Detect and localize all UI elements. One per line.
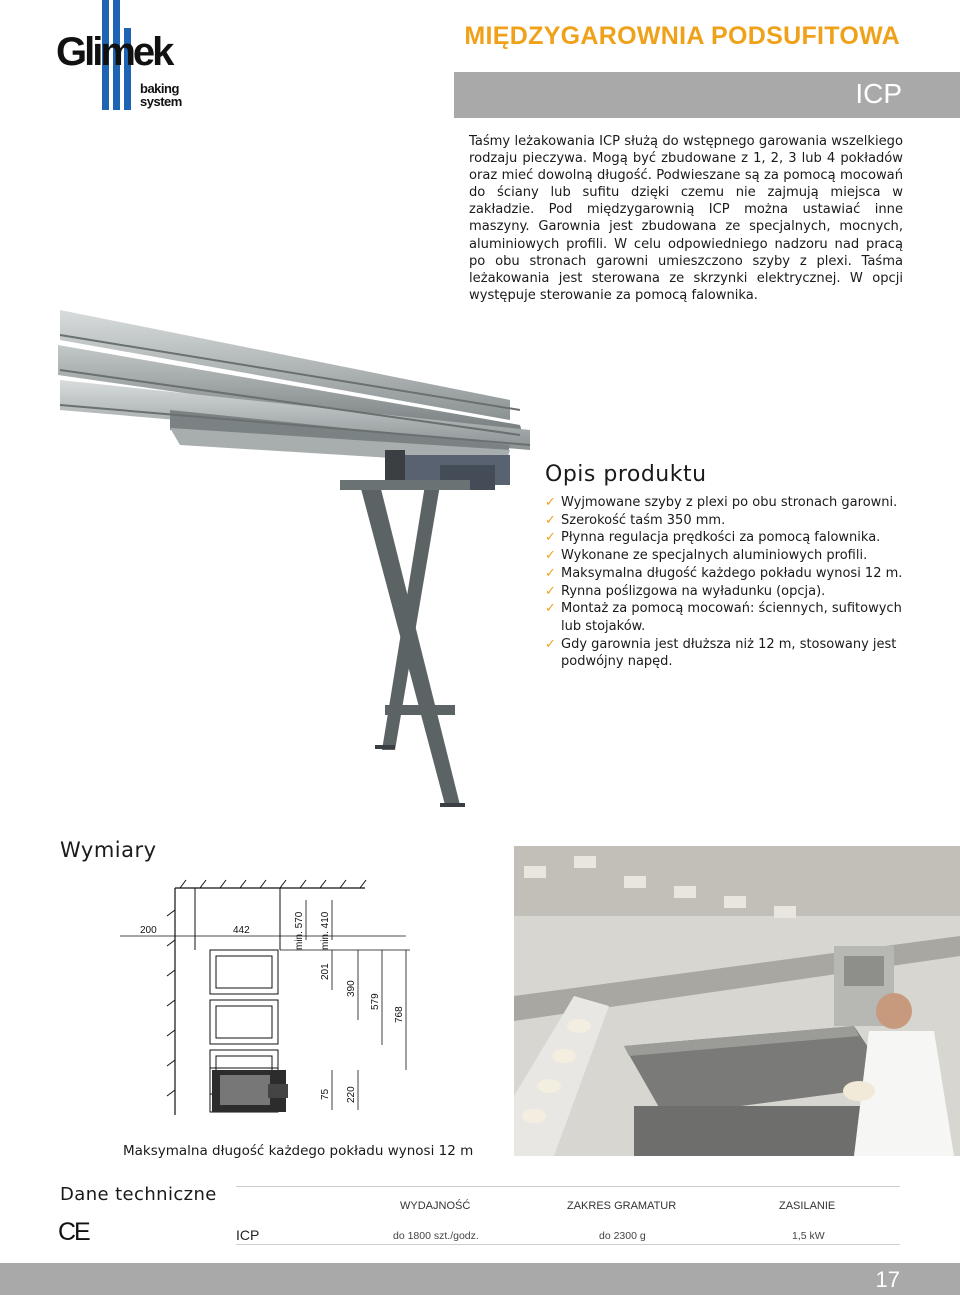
- list-item-text: Wykonane ze specjalnych aluminiowych profili.: [561, 548, 868, 564]
- dim-min-570: min. 570: [294, 911, 305, 950]
- list-item: [545, 600, 925, 635]
- tech-cell-capacity: do 1800 szt./godz.: [393, 1230, 479, 1242]
- column-header-capacity: WYDAJNOŚĆ: [400, 1200, 471, 1212]
- check-icon: ✓: [545, 512, 556, 528]
- intro-paragraph: Taśmy leżakowania ICP służą do wstępnego garowania wszelkiego rodzaju pieczywa. Mogą być zbudowane z 1, 2, 3 lub 4 pokładów oraz mieć dowolną długość. Podwieszane są za pomocą mocowań do ściany lub sufitu dzięki czemu nie zajmują miejsca w zakładzie. Pod międzygarownią ICP można ustawiać inne maszyny. Garownia jest zbudowana ze specjalnych, mocnych, aluminiowych profili. W celu odpowiedniego nadzoru nad pracą po obu stronach garowni umieszczono szyby z plexi. Taśma leżakowania jest sterowana ze skrzynki elektrycznej. W opcji występuje sterowanie za pomocą falownika.: [469, 134, 903, 303]
- dimensions-title: Wymiary: [60, 838, 157, 862]
- dim-min-410: min. 410: [320, 911, 331, 950]
- page-title: MIĘDZYGAROWNIA PODSUFITOWA: [464, 22, 900, 50]
- brand-logo: [56, 0, 206, 112]
- list-item-text: Montaż za pomocą mocowań: ściennych, sufitowych lub stojaków.: [561, 601, 902, 634]
- tech-row-model: ICP: [236, 1227, 260, 1243]
- check-icon: ✓: [545, 495, 556, 510]
- footer-bar: [0, 1263, 960, 1295]
- list-item: [545, 565, 925, 583]
- list-item: [545, 636, 925, 671]
- check-icon: ✓: [545, 583, 556, 599]
- dim-768: 768: [394, 1006, 405, 1023]
- dim-390: 390: [346, 980, 357, 997]
- check-icon: ✓: [545, 565, 556, 581]
- column-header-weight-range: ZAKRES GRAMATUR: [567, 1200, 677, 1212]
- list-item-text: Rynna poślizgowa na wyładunku (opcja).: [561, 583, 826, 599]
- dim-220: 220: [346, 1086, 357, 1103]
- list-item: [545, 494, 925, 512]
- dimensions-caption: Maksymalna długość każdego pokładu wynosi 12 m: [123, 1143, 474, 1159]
- dim-442: 442: [233, 925, 250, 936]
- ce-mark: CE: [58, 1218, 89, 1246]
- dim-579: 579: [370, 993, 381, 1010]
- list-item-text: Maksymalna długość każdego pokładu wynosi 12 m.: [561, 565, 903, 581]
- divider: [236, 1244, 900, 1245]
- dim-201: 201: [320, 963, 331, 980]
- tech-title: Dane techniczne: [60, 1184, 217, 1205]
- dim-200: 200: [140, 925, 157, 936]
- list-item: [545, 529, 925, 547]
- divider: [236, 1186, 900, 1187]
- check-icon: ✓: [545, 601, 556, 617]
- model-name: ICP: [855, 78, 902, 109]
- list-item-text: Szerokość taśm 350 mm.: [561, 512, 726, 528]
- logo-subline-1: baking: [140, 81, 179, 96]
- description-list: [545, 494, 925, 671]
- list-item: [545, 512, 925, 530]
- tech-cell-power: 1,5 kW: [792, 1230, 825, 1242]
- check-icon: ✓: [545, 530, 556, 546]
- check-icon: ✓: [545, 548, 556, 564]
- dimension-drawing: [120, 870, 420, 1120]
- check-icon: ✓: [545, 636, 556, 652]
- list-item-text: Płynna regulacja prędkości za pomocą falownika.: [561, 530, 881, 546]
- logo-subline: [140, 82, 182, 108]
- column-header-power: ZASILANIE: [779, 1200, 836, 1212]
- list-item: [545, 583, 925, 601]
- model-bar: [454, 72, 960, 118]
- tech-cell-weight-range: do 2300 g: [599, 1230, 646, 1242]
- page-number: 17: [875, 1267, 900, 1292]
- product-photo: [40, 250, 570, 820]
- logo-wordmark: Glimek: [56, 30, 172, 74]
- list-item: [545, 547, 925, 565]
- dim-75: 75: [320, 1088, 331, 1100]
- bakery-photo: [514, 846, 960, 1156]
- list-item-text: Gdy garownia jest dłuższa niż 12 m, stosowany jest podwójny napęd.: [561, 636, 897, 670]
- description-title: Opis produktu: [545, 462, 707, 487]
- list-item-text: Wyjmowane szyby z plexi po obu stronach garowni.: [561, 495, 898, 510]
- logo-subline-2: system: [140, 94, 182, 109]
